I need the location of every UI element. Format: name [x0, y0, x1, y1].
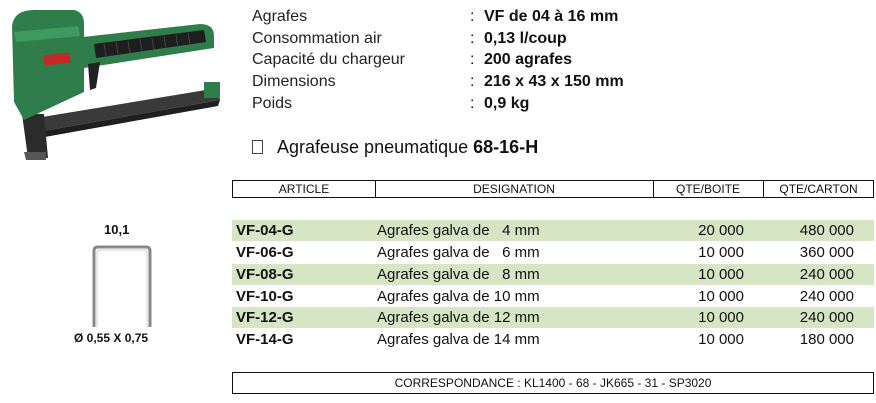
spec-label: Agrafes — [252, 8, 308, 25]
spec-label: Poids — [252, 95, 293, 112]
cell-designation: Agrafes galva de 14 mm — [377, 331, 540, 348]
table-header — [232, 180, 874, 198]
spec-value: VF de 04 à 16 mm — [484, 8, 619, 25]
cell-qte-carton: 480 000 — [799, 222, 854, 239]
cell-qte-carton: 180 000 — [799, 331, 854, 348]
product-title-prefix: Agrafeuse pneumatique — [277, 137, 469, 157]
cell-qte-boite: 10 000 — [698, 309, 744, 326]
spec-value: 216 x 43 x 150 mm — [484, 73, 624, 90]
spec-label: Capacité du chargeur — [252, 51, 405, 68]
cell-qte-carton: 240 000 — [799, 288, 854, 305]
spec-value: 0,9 kg — [484, 95, 530, 112]
table-row — [232, 329, 874, 350]
staple-diagram — [88, 243, 156, 328]
cell-qte-carton: 240 000 — [799, 309, 854, 326]
cell-designation: Agrafes galva de 4 mm — [377, 222, 540, 239]
cell-qte-boite: 10 000 — [698, 288, 744, 305]
cell-qte-boite: 10 000 — [698, 244, 744, 261]
cell-qte-carton: 240 000 — [799, 266, 854, 283]
cell-designation: Agrafes galva de 6 mm — [377, 244, 540, 261]
checkbox-icon — [252, 140, 263, 154]
table-row — [232, 286, 874, 307]
product-model: 68-16-H — [473, 137, 539, 157]
cell-article: VF-14-G — [236, 331, 294, 348]
cell-qte-boite: 20 000 — [698, 222, 744, 239]
cell-article: VF-08-G — [236, 266, 294, 283]
spec-colon: : — [470, 30, 475, 47]
spec-colon: : — [470, 73, 475, 90]
spec-colon: : — [470, 8, 475, 25]
cell-article: VF-12-G — [236, 309, 294, 326]
header-qte-boite: QTE/BOITE — [675, 182, 740, 196]
spec-value: 0,13 l/coup — [484, 30, 567, 47]
header-article: ARTICLE — [278, 182, 330, 196]
spec-label: Dimensions — [252, 73, 336, 90]
staple-dimensions-label: Ø 0,55 X 0,75 — [74, 331, 149, 345]
cell-qte-boite: 10 000 — [698, 266, 744, 283]
cell-qte-carton: 360 000 — [799, 244, 854, 261]
cell-article: VF-10-G — [236, 288, 294, 305]
cell-designation: Agrafes galva de 10 mm — [377, 288, 540, 305]
table-row — [232, 242, 874, 263]
cell-article: VF-04-G — [236, 222, 294, 239]
stapler-tool-image — [4, 2, 224, 162]
cell-designation: Agrafes galva de 8 mm — [377, 266, 540, 283]
cell-designation: Agrafes galva de 12 mm — [377, 309, 540, 326]
cell-qte-boite: 10 000 — [698, 331, 744, 348]
table-row — [232, 264, 874, 285]
table-row — [232, 307, 874, 328]
spec-colon: : — [470, 95, 475, 112]
cell-article: VF-06-G — [236, 244, 294, 261]
correspondance-box: CORRESPONDANCE : KL1400 - 68 - JK665 - 31 - SP3020 — [232, 372, 874, 394]
spec-colon: : — [470, 51, 475, 68]
product-title — [252, 136, 538, 158]
header-designation: DESIGNATION — [473, 182, 555, 196]
spec-value: 200 agrafes — [484, 51, 573, 68]
staple-width-label: 10,1 — [104, 222, 130, 237]
table-row — [232, 220, 874, 241]
spec-label: Consommation air — [252, 30, 382, 47]
header-qte-carton: QTE/CARTON — [779, 182, 858, 196]
